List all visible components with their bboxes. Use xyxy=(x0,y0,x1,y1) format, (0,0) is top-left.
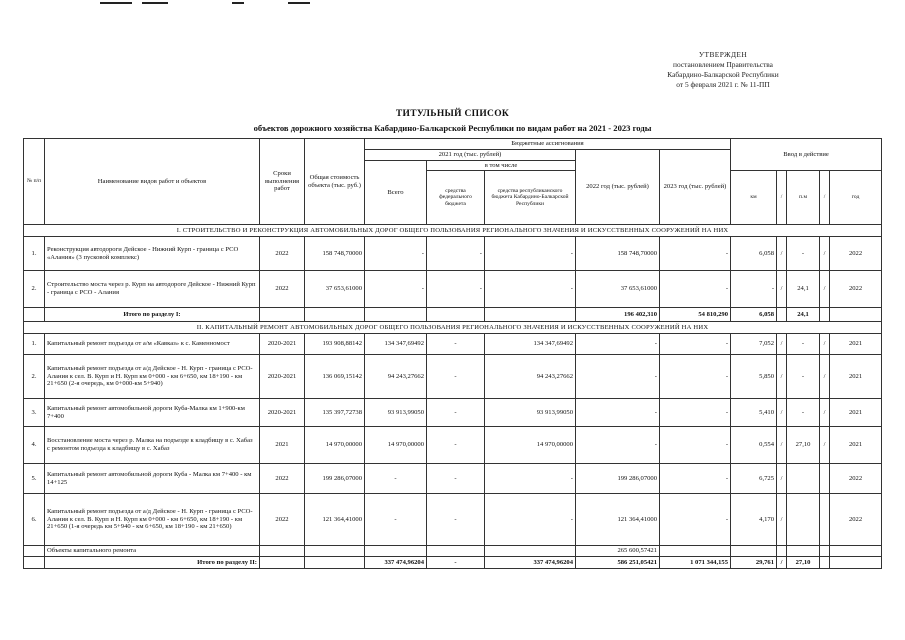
table-row xyxy=(24,271,882,308)
col-header-year: год xyxy=(830,171,882,225)
approval-line-1: УТВЕРЖДЕН xyxy=(698,50,748,59)
col-header-name: Наименование видов работ и объектов xyxy=(45,139,260,225)
cell-2023: - xyxy=(660,237,731,271)
cell-2022: 199 286,07000 xyxy=(576,464,660,494)
cell-num: 3. xyxy=(24,399,45,427)
cell-slash: / xyxy=(777,557,787,569)
cell-year: 2022 xyxy=(830,494,882,546)
cell-2023: - xyxy=(660,464,731,494)
cell-federal: - xyxy=(427,494,485,546)
cell-name: Капитальный ремонт подъезда от а/д Дейское - Н. Курп - граница с РСО-Алания к сел. В. Курп и Н. Курп км 0+000 - км 6+650, км 18+190 - км 21+650 (1-я очередь км 5+940 - км 6+650, км 18+190 - км 21+650) xyxy=(45,494,260,546)
cell-terms: 2020-2021 xyxy=(260,355,305,399)
subtotal-2022: 196 402,310 xyxy=(576,308,660,322)
cell-slash: / xyxy=(777,427,787,464)
cell-year: 2021 xyxy=(830,399,882,427)
cell-name: Реконструкция автодороги Дейское - Нижний Курп - граница с РСО «Алания» (3 пусковой комплекс) xyxy=(45,237,260,271)
col-header-total: Всего xyxy=(365,161,427,225)
cell-year: 2021 xyxy=(830,355,882,399)
cell-pm: - xyxy=(787,355,820,399)
cell-total: - xyxy=(365,464,427,494)
cell-2023: - xyxy=(660,355,731,399)
table-row xyxy=(24,399,882,427)
cell-year: 2022 xyxy=(830,464,882,494)
cell-name: Строительство моста через р. Курп на автодороге Дейское - Нижний Курп - граница с РСО - Алания xyxy=(45,271,260,308)
subtotal-republic: 337 474,96204 xyxy=(485,557,576,569)
cell-republic: 94 243,27662 xyxy=(485,355,576,399)
cell-federal: - xyxy=(427,355,485,399)
cell-slash: / xyxy=(820,355,830,399)
cell-km: - xyxy=(731,271,777,308)
cell-republic: - xyxy=(485,464,576,494)
col-header-federal: средства федерального бюджета xyxy=(427,171,485,225)
cell-terms: 2022 xyxy=(260,494,305,546)
cell-slash: / xyxy=(777,399,787,427)
col-header-2023: 2023 год (тыс. рублей) xyxy=(660,150,731,225)
approval-line-2: постановлением Правительства xyxy=(673,60,773,69)
cell-cost: 135 397,72738 xyxy=(305,399,365,427)
cell-terms: 2020-2021 xyxy=(260,334,305,355)
cell-cost: 136 069,15142 xyxy=(305,355,365,399)
cell-cost: 14 970,00000 xyxy=(305,427,365,464)
cell-km: 5,850 xyxy=(731,355,777,399)
cell-num: 4. xyxy=(24,427,45,464)
objects-2022: 265 600,57421 xyxy=(576,546,660,557)
table-row xyxy=(24,427,882,464)
cell-federal: - xyxy=(427,427,485,464)
cell-num: 1. xyxy=(24,334,45,355)
cell-total: - xyxy=(365,237,427,271)
col-header-commission: Ввод в действие xyxy=(731,139,882,171)
col-header-2022: 2022 год (тыс. рублей) xyxy=(576,150,660,225)
cell-slash: / xyxy=(777,494,787,546)
cell-2022: - xyxy=(576,334,660,355)
cell-cost: 158 748,70000 xyxy=(305,237,365,271)
cell-republic: - xyxy=(485,494,576,546)
cell-name: Восстановление моста через р. Малка на подъезде к кладбищу в с. Хабаз с ремонтом подъезда к кладбищу в с. Хабаз xyxy=(45,427,260,464)
title-list-table xyxy=(23,138,882,569)
cell-total: 134 347,69492 xyxy=(365,334,427,355)
cell-km: 4,170 xyxy=(731,494,777,546)
table-row xyxy=(24,334,882,355)
cell-terms: 2022 xyxy=(260,464,305,494)
cell-republic: - xyxy=(485,271,576,308)
subtotal-total: 337 474,96204 xyxy=(365,557,427,569)
col-header-2021: 2021 год (тыс. рублей) xyxy=(365,150,576,161)
cell-total: - xyxy=(365,271,427,308)
subtotal-pm: 24,1 xyxy=(787,308,820,322)
section-2-title: II. КАПИТАЛЬНЫЙ РЕМОНТ АВТОМОБИЛЬНЫХ ДОРОГ ОБЩЕГО ПОЛЬЗОВАНИЯ РЕГИОНАЛЬНОГО ЗНАЧЕНИЯ И ИСКУССТВЕННЫХ СООРУЖЕНИЙ НА НИХ xyxy=(24,322,882,334)
subtotal-2023: 1 071 344,155 xyxy=(660,557,731,569)
cell-pm: 27,10 xyxy=(787,427,820,464)
cell-km: 6,725 xyxy=(731,464,777,494)
col-header-slash: / xyxy=(777,171,787,225)
cell-slash: / xyxy=(820,271,830,308)
cell-2023: - xyxy=(660,427,731,464)
scan-top-marks xyxy=(0,0,905,8)
cell-year: 2022 xyxy=(830,237,882,271)
cell-2022: - xyxy=(576,427,660,464)
cell-2022: 37 653,61000 xyxy=(576,271,660,308)
cell-year: 2021 xyxy=(830,427,882,464)
col-header-terms: Сроки выполнения работ xyxy=(260,139,305,225)
col-header-slash-2: / xyxy=(820,171,830,225)
cell-num: 1. xyxy=(24,237,45,271)
cell-federal: - xyxy=(427,334,485,355)
cell-cost: 193 908,88142 xyxy=(305,334,365,355)
cell-km: 7,052 xyxy=(731,334,777,355)
subtotal-label: Итого по разделу I: xyxy=(45,308,260,322)
cell-pm: 24,1 xyxy=(787,271,820,308)
cell-republic: 93 913,99050 xyxy=(485,399,576,427)
approval-line-3: Кабардино-Балкарской Республики xyxy=(667,70,779,79)
cell-federal: - xyxy=(427,464,485,494)
cell-pm xyxy=(787,464,820,494)
cell-pm: - xyxy=(787,237,820,271)
document-title: ТИТУЛЬНЫЙ СПИСОК xyxy=(395,109,510,119)
cell-slash: / xyxy=(820,427,830,464)
approval-stamp xyxy=(638,50,808,90)
cell-km: 5,410 xyxy=(731,399,777,427)
cell-pm: - xyxy=(787,334,820,355)
cell-num: 2. xyxy=(24,355,45,399)
cell-year: 2021 xyxy=(830,334,882,355)
cell-year: 2022 xyxy=(830,271,882,308)
cell-slash: / xyxy=(777,355,787,399)
subtotal-federal: - xyxy=(427,557,485,569)
approval-line-4: от 5 февраля 2021 г. № 11-ПП xyxy=(676,80,770,89)
cell-name: Капитальный ремонт подъезда от а/м «Кавказ» к с. Каменномост xyxy=(45,334,260,355)
cell-terms: 2021 xyxy=(260,427,305,464)
cell-slash: / xyxy=(777,271,787,308)
cell-2023: - xyxy=(660,271,731,308)
cell-terms: 2020-2021 xyxy=(260,399,305,427)
subtotal-row xyxy=(24,308,882,322)
cell-pm: - xyxy=(787,399,820,427)
cell-slash: / xyxy=(777,237,787,271)
objects-row xyxy=(24,546,882,557)
cell-federal: - xyxy=(427,271,485,308)
table-row xyxy=(24,237,882,271)
cell-2022: 121 364,41000 xyxy=(576,494,660,546)
subtotal-row xyxy=(24,557,882,569)
cell-slash: / xyxy=(777,334,787,355)
col-header-pm: п.м xyxy=(787,171,820,225)
subtotal-pm: 27,10 xyxy=(787,557,820,569)
cell-republic: 14 970,00000 xyxy=(485,427,576,464)
cell-cost: 121 364,41000 xyxy=(305,494,365,546)
col-header-budget: Бюджетные ассигнования xyxy=(365,139,731,150)
col-header-republic: средства республиканского бюджета Кабардино-Балкарской Республики xyxy=(485,171,576,225)
cell-federal: - xyxy=(427,399,485,427)
col-header-km: км xyxy=(731,171,777,225)
cell-2022: - xyxy=(576,399,660,427)
cell-2022: - xyxy=(576,355,660,399)
cell-num: 2. xyxy=(24,271,45,308)
table-row xyxy=(24,494,882,546)
cell-federal: - xyxy=(427,237,485,271)
cell-terms: 2022 xyxy=(260,271,305,308)
cell-total: 94 243,27662 xyxy=(365,355,427,399)
cell-2023: - xyxy=(660,334,731,355)
cell-slash: / xyxy=(820,237,830,271)
subtotal-km: 29,761 xyxy=(731,557,777,569)
cell-pm xyxy=(787,494,820,546)
cell-total: - xyxy=(365,494,427,546)
subtotal-2023: 54 810,290 xyxy=(660,308,731,322)
col-header-cost: Общая стоимость объекта (тыс. руб.) xyxy=(305,139,365,225)
cell-num: 6. xyxy=(24,494,45,546)
subtotal-km: 6,058 xyxy=(731,308,777,322)
cell-2023: - xyxy=(660,494,731,546)
cell-slash: / xyxy=(820,399,830,427)
cell-republic: 134 347,69492 xyxy=(485,334,576,355)
cell-cost: 199 286,07000 xyxy=(305,464,365,494)
cell-cost: 37 653,61000 xyxy=(305,271,365,308)
cell-name: Капитальный ремонт автомобильной дороги Куба-Малка км 1+900-км 7+400 xyxy=(45,399,260,427)
cell-km: 6,058 xyxy=(731,237,777,271)
section-1-title: I. СТРОИТЕЛЬСТВО И РЕКОНСТРУКЦИЯ АВТОМОБИЛЬНЫХ ДОРОГ ОБЩЕГО ПОЛЬЗОВАНИЯ РЕГИОНАЛЬНОГО ЗНАЧЕНИЯ И ИСКУССТВЕННЫХ СООРУЖЕНИЙ НА НИХ xyxy=(24,225,882,237)
objects-label: Объекты капитального ремонта xyxy=(45,546,260,557)
col-header-including: в том числе xyxy=(427,161,576,171)
cell-terms: 2022 xyxy=(260,237,305,271)
cell-republic: - xyxy=(485,237,576,271)
cell-total: 14 970,00000 xyxy=(365,427,427,464)
cell-total: 93 913,99050 xyxy=(365,399,427,427)
cell-slash: / xyxy=(777,464,787,494)
cell-slash: / xyxy=(820,334,830,355)
cell-name: Капитальный ремонт подъезда от а/д Дейское - Н. Курп - граница с РСО-Алания к сел. В. Курп и Н. Курп км 0+000 - км 6+650, км 18+190 - км 21+650 (2-я очередь, км 0+000-км 5+940) xyxy=(45,355,260,399)
table-row xyxy=(24,464,882,494)
document-subtitle: объектов дорожного хозяйства Кабардино-Балкарской Республики по видам работ на 2021 - 2023 годы xyxy=(253,123,652,133)
cell-2023: - xyxy=(660,399,731,427)
cell-name: Капитальный ремонт автомобильной дороги Куба - Малка км 7+400 - км 14+125 xyxy=(45,464,260,494)
cell-km: 0,554 xyxy=(731,427,777,464)
cell-num: 5. xyxy=(24,464,45,494)
subtotal-2022: 586 251,05421 xyxy=(576,557,660,569)
col-header-num: № п/п xyxy=(24,139,45,225)
subtotal-label: Итого по разделу II: xyxy=(45,557,260,569)
cell-2022: 158 748,70000 xyxy=(576,237,660,271)
table-row xyxy=(24,355,882,399)
